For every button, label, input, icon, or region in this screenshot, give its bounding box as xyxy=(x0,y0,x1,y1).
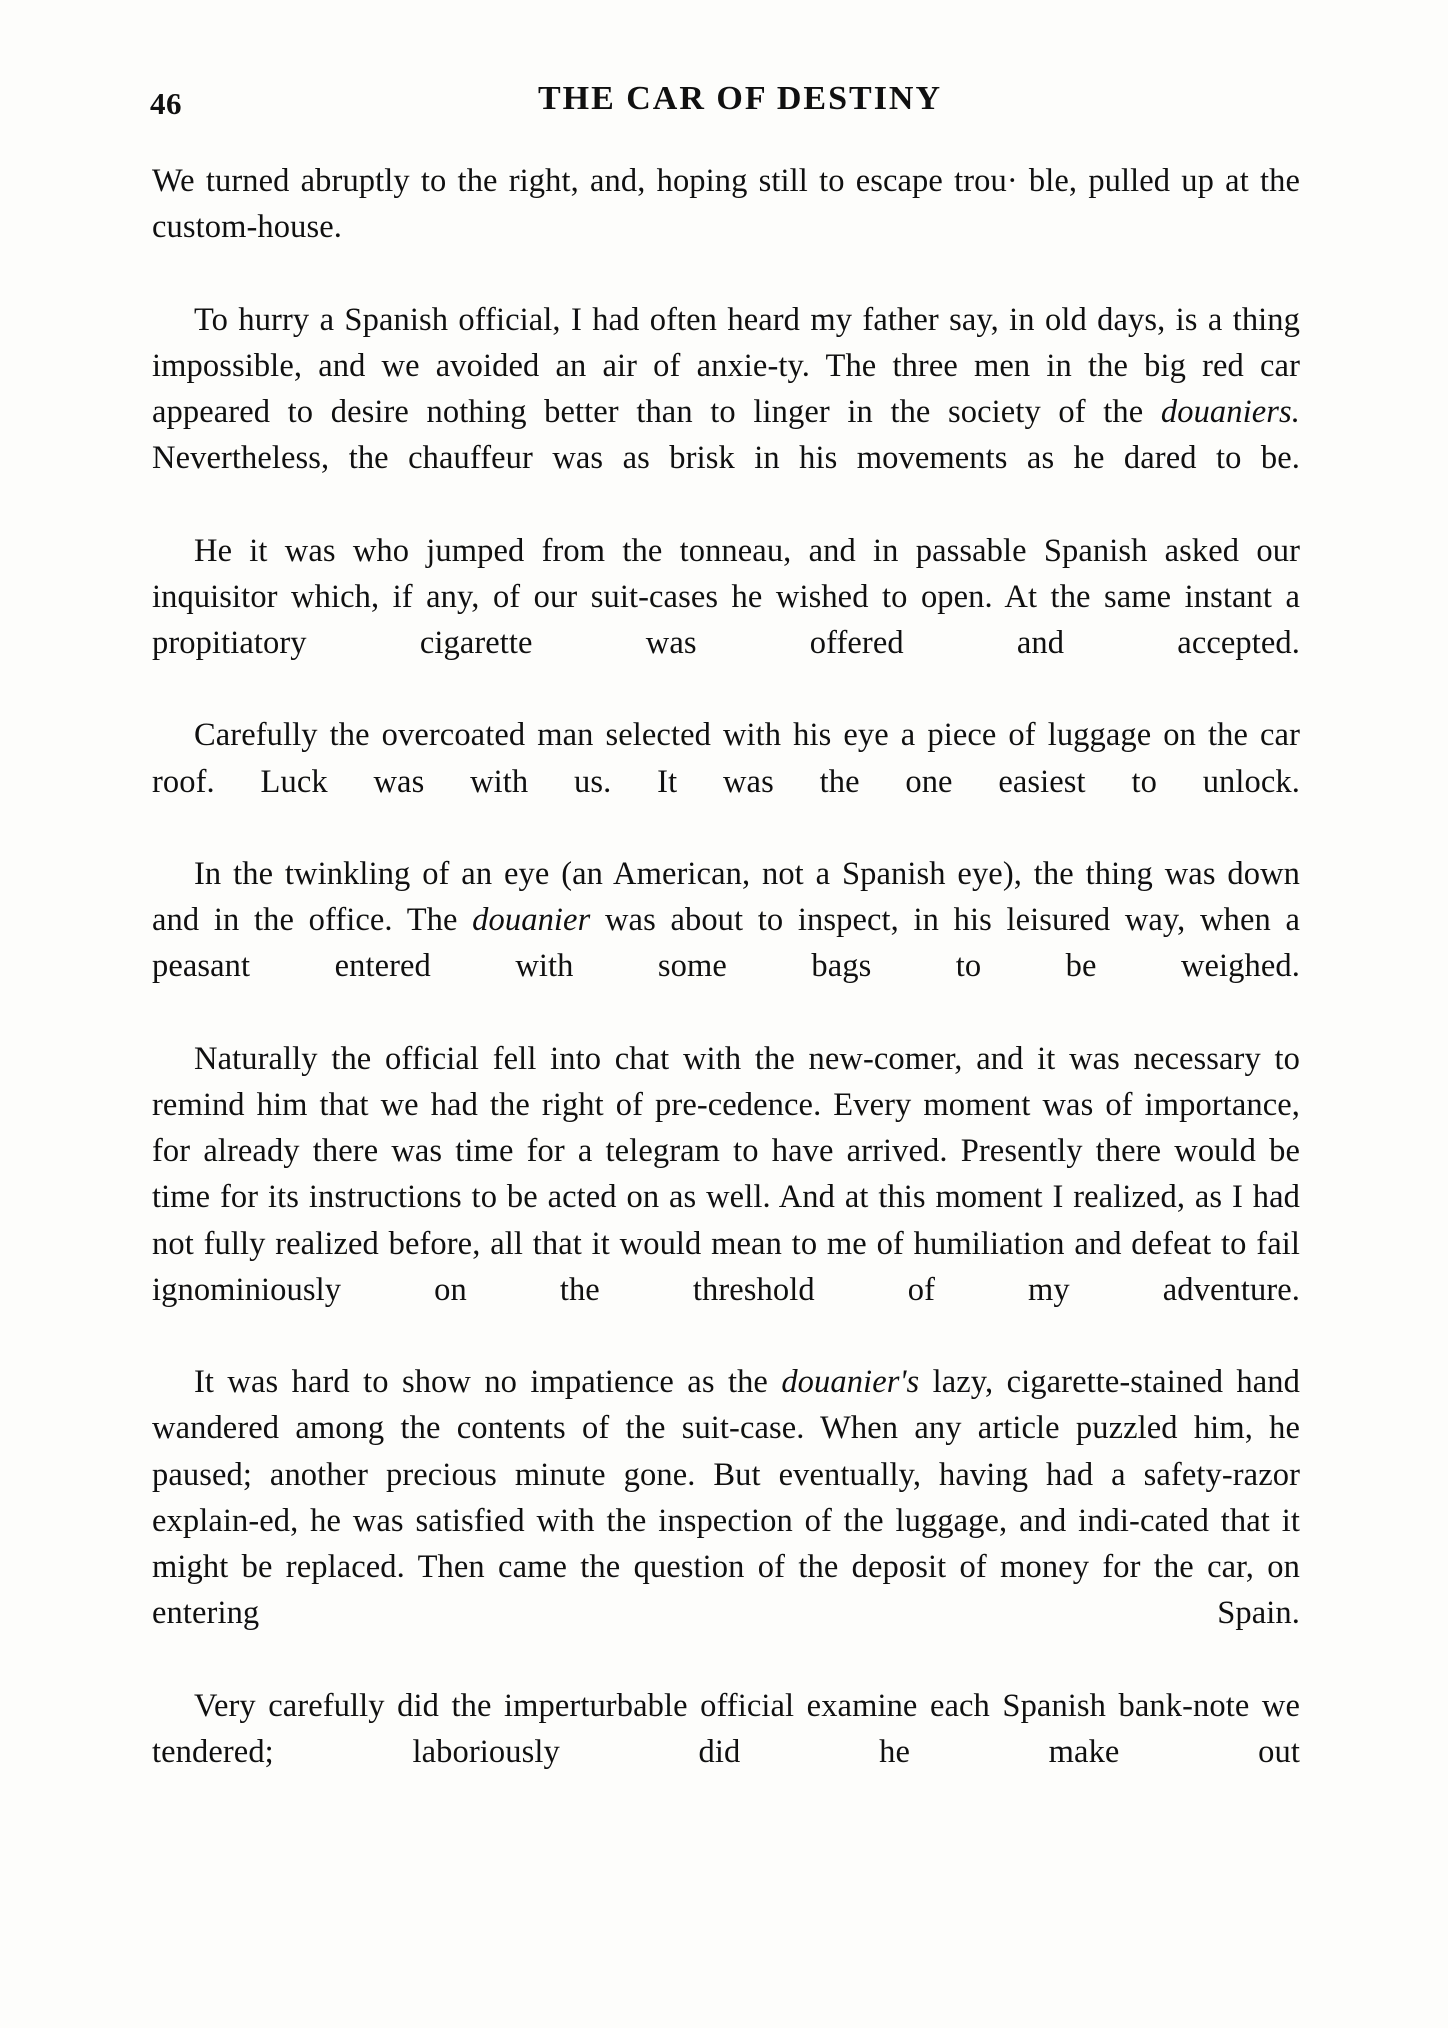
paragraph: In the twinkling of an eye (an American, not a Spanish eye), the thing was down and in the office. The douanier was about to inspect, in his leisured way, when a peasant entered with some bags to be weighed. xyxy=(152,856,1300,985)
paragraph: Naturally the official fell into chat with the new-comer, and it was necessary to remind him that we had the right of pre-cedence. Every moment was of importance, for already there was time for a telegram to have arrived. Presently there would be time for its instructions to be acted on as well. And at this moment I realized, as I had not fully realized before, all that it would mean to me of humiliation and defeat to fail ignominiously on the threshold of my adventure. xyxy=(152,1040,1300,1308)
paragraph: To hurry a Spanish official, I had often heard my father say, in old days, is a thing impossible, and we avoided an air of anxie-ty. The three men in the big red car appeared to desire nothing better than to linger in the society of the douaniers. Nevertheless, the chauffeur was as brisk in his movements as he dared to be. xyxy=(152,301,1300,477)
paragraph: Carefully the overcoated man selected with his eye a piece of luggage on the car roof. Luck was with us. It was the one easiest to unlock. xyxy=(152,717,1300,800)
running-title: THE CAR OF DESTINY xyxy=(537,80,943,117)
paragraph: Very carefully did the imperturbable official examine each Spanish bank-note we tendered; laboriously did he make out xyxy=(152,1687,1300,1770)
page-header xyxy=(150,80,1300,126)
page-body xyxy=(152,158,1300,1821)
paragraph: He it was who jumped from the tonneau, and in passable Spanish asked our inquisitor which, if any, of our suit-cases he wished to open. At the same instant a propitiatory cigarette was offered and accepted. xyxy=(152,532,1300,662)
paragraph: We turned abruptly to the right, and, hoping still to escape trou· ble, pulled up at the custom-house. xyxy=(152,163,1300,246)
paragraph: It was hard to show no impatience as the douanier's lazy, cigarette-stained hand wandered among the contents of the suit-case. When any article puzzled him, he paused; another precious minute gone. But eventually, having had a safety-razor explain-ed, he was satisfied with the inspection of the luggage, and indi-cated that it might be replaced. Then came the question of the deposit of money for the car, on entering Spain. xyxy=(152,1364,1300,1632)
page-number: 46 xyxy=(150,86,182,121)
